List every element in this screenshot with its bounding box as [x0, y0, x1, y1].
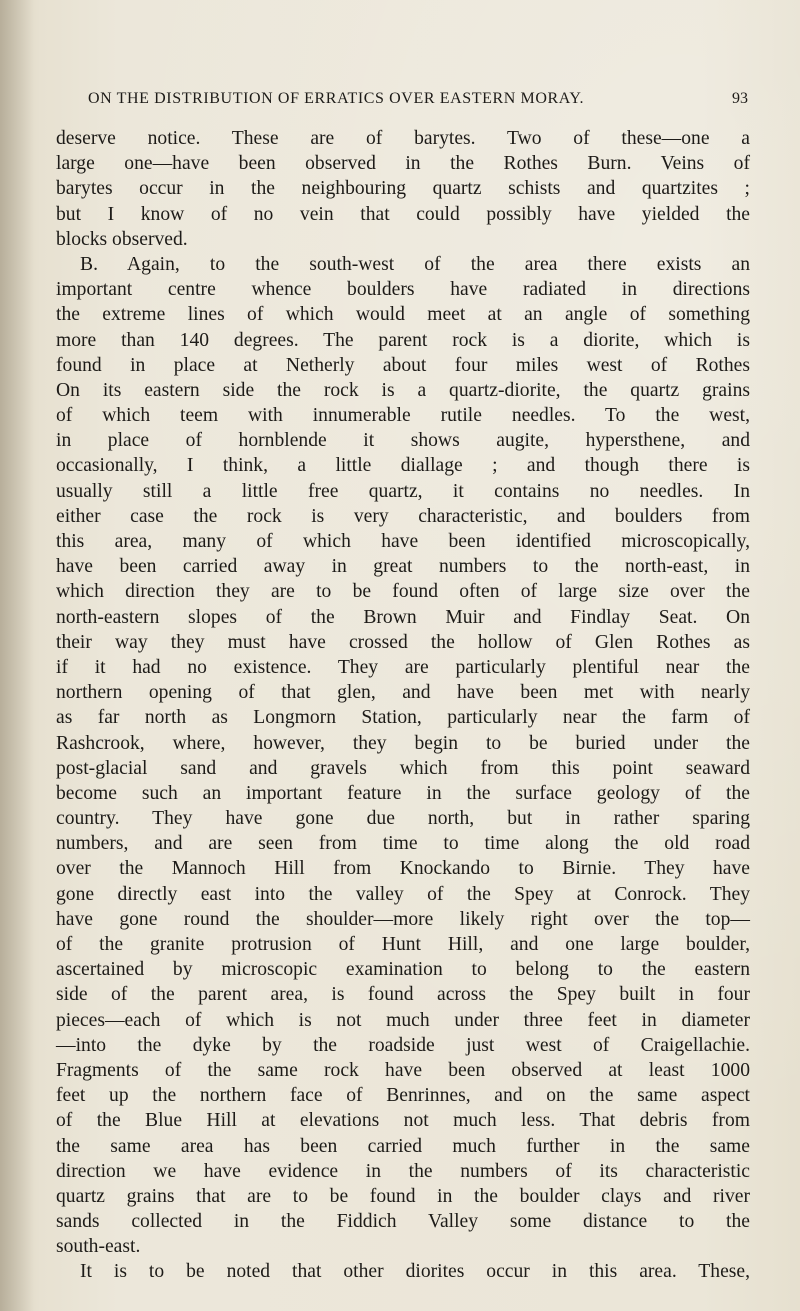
paragraph-start-line: It is to be noted that other diorites occur in this area. These,: [80, 1261, 750, 1283]
text-line: north-eastern slopes of the Brown Muir and Findlay Seat. On: [56, 606, 750, 628]
text-line: gone directly east into the valley of the Spey at Conrock. They: [56, 883, 750, 905]
text-line: country. They have gone due north, but in rather sparing: [56, 808, 750, 830]
text-line: as far north as Longmorn Station, particularly near the farm of: [56, 707, 750, 729]
text-line: ascertained by microscopic examination to belong to the eastern: [56, 959, 750, 981]
text-line: direction we have evidence in the numbers of its characteristic: [56, 1160, 750, 1182]
text-line: quartz grains that are to be found in the boulder clays and river: [56, 1185, 750, 1207]
text-line: feet up the northern face of Benrinnes, and on the same aspect: [56, 1085, 750, 1107]
text-line: which direction they are to be found often of large size over the: [56, 581, 750, 603]
running-title: ON THE DISTRIBUTION OF ERRATICS OVER EASTERN MORAY.: [88, 90, 585, 107]
text-line: large one—have been observed in the Rothes Burn. Veins of: [56, 153, 750, 175]
text-line: if it had no existence. They are particularly plentiful near the: [56, 656, 750, 678]
text-line: Rashcrook, where, however, they begin to be buried under the: [56, 732, 750, 754]
text-line: occasionally, I think, a little diallage ; and though there is: [56, 455, 750, 477]
text-line: more than 140 degrees. The parent rock is a diorite, which is: [56, 329, 750, 351]
text-line: but I know of no vein that could possibly have yielded the: [56, 203, 750, 225]
text-line: barytes occur in the neighbouring quartz schists and quartzites ;: [56, 178, 750, 200]
text-line: have been carried away in great numbers to the north-east, in: [56, 556, 750, 578]
text-line: over the Mannoch Hill from Knockando to Birnie. They have: [56, 858, 750, 880]
text-line: sands collected in the Fiddich Valley some distance to the: [56, 1211, 750, 1233]
text-line: of which teem with innumerable rutile needles. To the west,: [56, 405, 750, 427]
text-line: side of the parent area, is found across the Spey built in four: [56, 984, 750, 1006]
paragraph-start-line: B. Again, to the south-west of the area there exists an: [80, 253, 750, 275]
text-line: the same area has been carried much further in the same: [56, 1135, 750, 1157]
text-line: this area, many of which have been identified microscopically,: [56, 531, 750, 552]
text-line: of the Blue Hill at elevations not much less. That debris from: [56, 1110, 750, 1132]
text-line: the extreme lines of which would meet at an angle of something: [56, 304, 750, 326]
text-line: deserve notice. These are of barytes. Two of these—one a: [56, 128, 750, 149]
text-line: pieces—each of which is not much under three feet in diameter: [56, 1009, 750, 1031]
text-line: important centre whence boulders have radiated in directions: [56, 279, 750, 301]
text-line: post-glacial sand and gravels which from this point seaward: [56, 757, 750, 779]
text-line: their way they must have crossed the hollow of Glen Rothes as: [56, 631, 750, 653]
text-line: —into the dyke by the roadside just west of Craigellachie.: [56, 1034, 750, 1056]
text-line: blocks observed.: [56, 228, 188, 250]
text-line: have gone round the shoulder—more likely right over the top—: [56, 908, 750, 930]
text-line: either case the rock is very characteristic, and boulders from: [56, 505, 750, 527]
text-line: in place of hornblende it shows augite, hypersthene, and: [56, 430, 750, 452]
text-line: On its eastern side the rock is a quartz-diorite, the quartz grains: [56, 379, 750, 401]
body-text: [56, 126, 750, 1285]
text-line: usually still a little free quartz, it contains no needles. In: [56, 480, 750, 502]
text-line: south-east.: [56, 1236, 141, 1258]
page-number: 93: [732, 90, 748, 107]
text-line: of the granite protrusion of Hunt Hill, and one large boulder,: [56, 934, 750, 955]
text-line: found in place at Netherly about four miles west of Rothes: [56, 354, 750, 376]
text-line: northern opening of that glen, and have been met with nearly: [56, 682, 750, 704]
binding-shadow: [0, 0, 34, 1311]
text-line: become such an important feature in the surface geology of the: [56, 782, 750, 804]
running-head: [88, 90, 748, 108]
text-line: numbers, and are seen from time to time along the old road: [56, 833, 750, 855]
text-line: Fragments of the same rock have been observed at least 1000: [56, 1059, 750, 1081]
